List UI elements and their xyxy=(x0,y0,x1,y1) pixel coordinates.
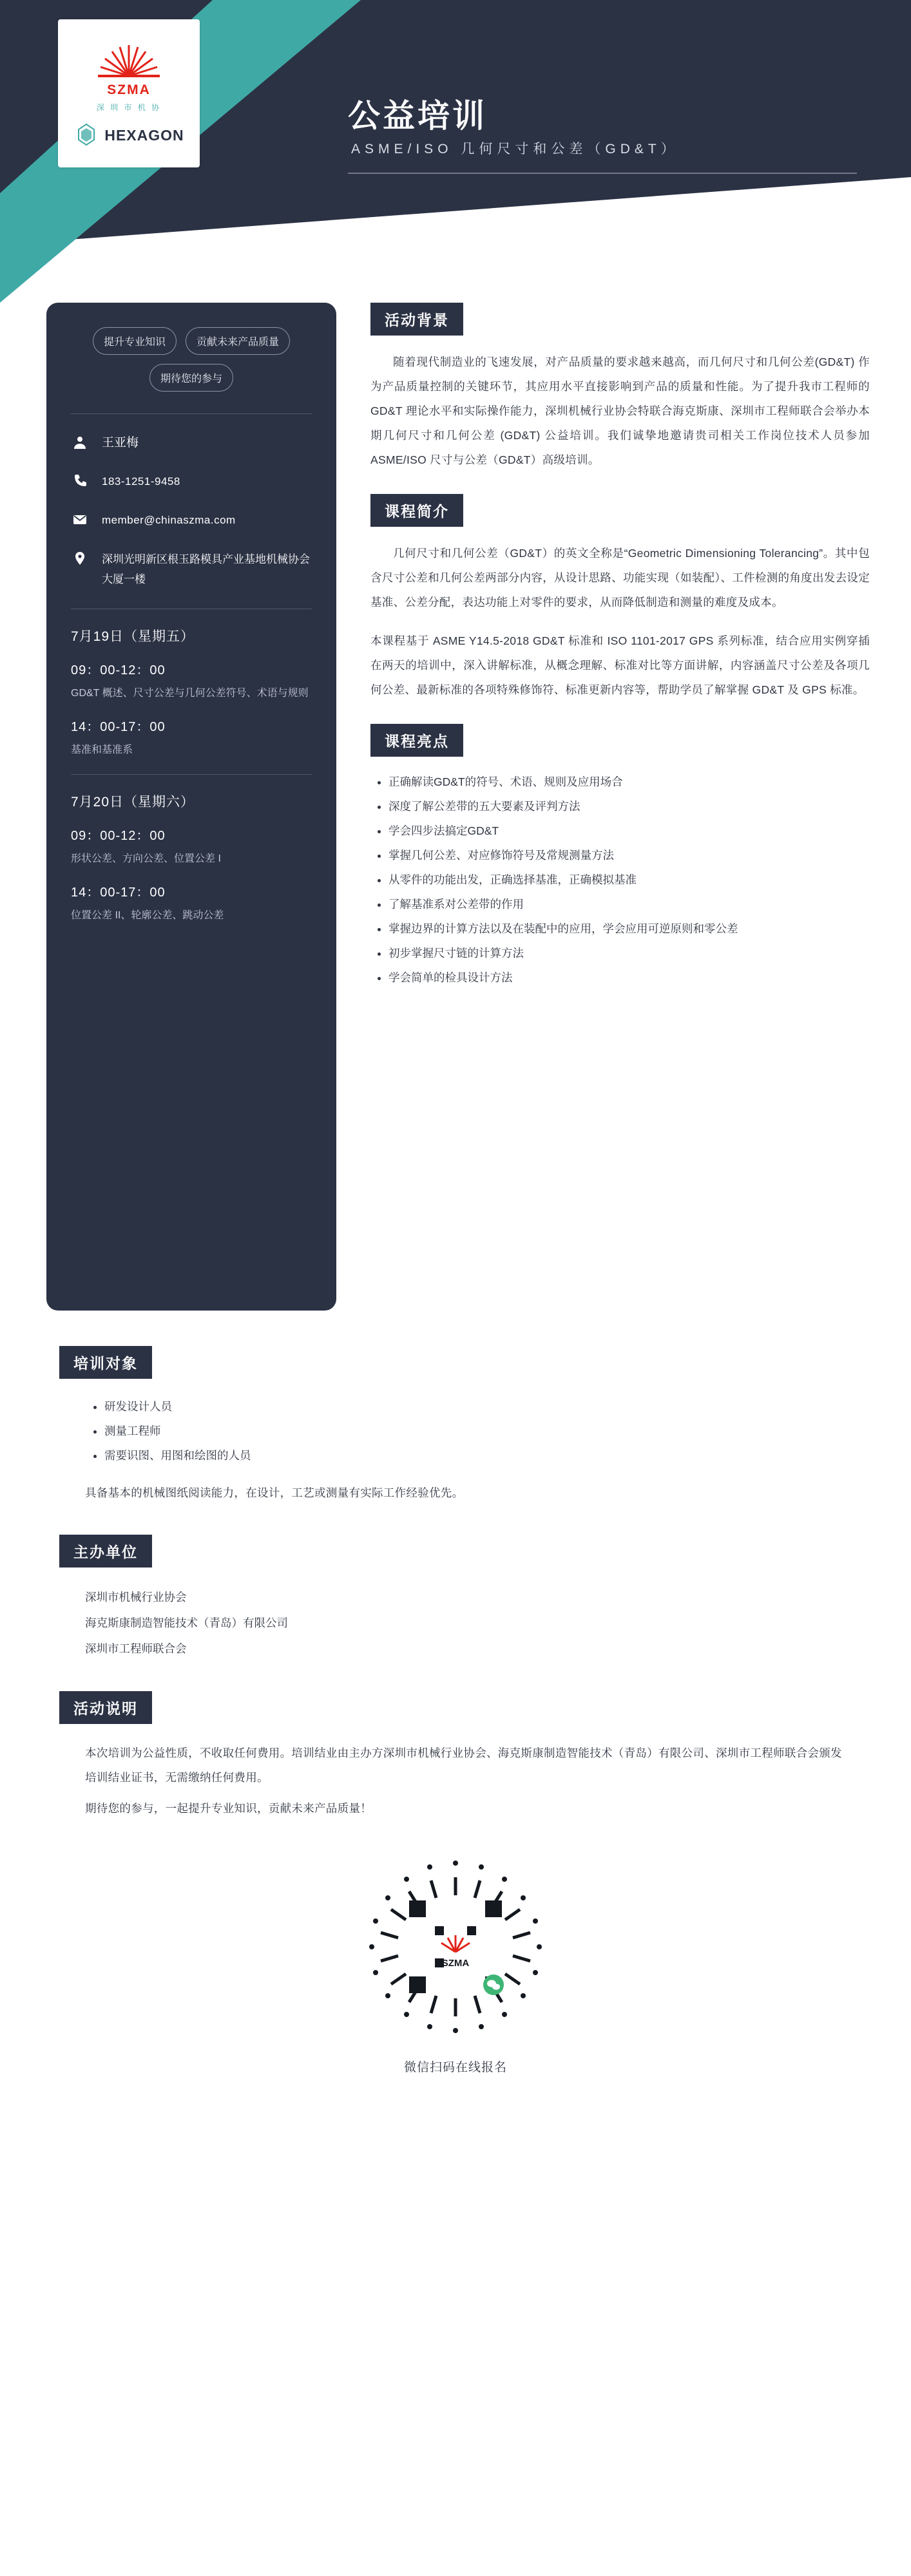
audience-list xyxy=(104,1396,852,1466)
schedule-slot-time: 09：00-12：00 xyxy=(71,663,166,677)
person-icon xyxy=(71,433,89,451)
poster-header xyxy=(0,0,911,303)
qr-code[interactable] xyxy=(359,1850,552,2043)
poster-title: 公益培训 xyxy=(348,98,487,134)
section-title-intro: 课程简介 xyxy=(370,494,463,527)
szma-sunburst-icon xyxy=(94,39,164,79)
list-item: • 需要识图、用图和绘图的人员 xyxy=(104,1444,852,1466)
organizer-item: 深圳市机械行业协会 xyxy=(85,1591,187,1604)
schedule-slot xyxy=(71,882,312,924)
list-item: • 从零件的功能出发，正确选择基准，正确模拟基准 xyxy=(388,869,870,891)
section-title-audience: 培训对象 xyxy=(59,1346,152,1379)
contact-email[interactable] xyxy=(71,511,312,530)
schedule-date: 7月20日（星期六） xyxy=(71,795,195,810)
contact-address xyxy=(71,549,312,589)
section-background xyxy=(370,303,870,472)
list-item: • 了解基准系对公差带的作用 xyxy=(388,893,870,915)
intro-paragraph-1: 几何尺寸和几何公差（GD&T）的英文全称是“Geometric Dimensioning Tolerancing”。其中包含尺寸公差和几何公差两部分内容，从设计思路、功能实现（如装配）、工件检测的角度出发去设定基准、公差分配，表达功能上对零件的要求，从而降低制造和测量的难度及成本。 xyxy=(370,547,870,609)
contact-person-name: 王亚梅 xyxy=(102,436,139,450)
section-organizers xyxy=(59,1535,852,1662)
contact-person xyxy=(71,433,312,453)
qr-section xyxy=(59,1850,852,2114)
list-item: • 掌握几何公差、对应修饰符号及常规测量方法 xyxy=(388,844,870,866)
list-item: • 正确解读GD&T的符号、术语、规则及应用场合 xyxy=(388,771,870,793)
section-highlights xyxy=(370,724,870,989)
list-item: • 掌握边界的计算方法以及在装配中的应用，学会应用可逆原则和零公差 xyxy=(388,918,870,940)
schedule-slot-time: 14：00-17：00 xyxy=(71,886,166,900)
tagline-pill: 贡献未来产品质量 xyxy=(186,327,290,355)
card-divider xyxy=(71,413,312,414)
list-item: • 学会四步法搞定GD&T xyxy=(388,820,870,842)
header-divider xyxy=(348,173,857,174)
list-item: • 深度了解公差带的五大要素及评判方法 xyxy=(388,795,870,817)
svg-text:SZMA: SZMA xyxy=(441,1958,470,1969)
schedule-slot-desc: 基准和基准系 xyxy=(71,744,133,755)
schedule-slot xyxy=(71,825,312,867)
lower-sections xyxy=(0,1346,911,2114)
audience-note: 具备基本的机械图纸阅读能力，在设计，工艺或测量有实际工作经验优先。 xyxy=(85,1486,464,1499)
schedule-slot-desc: 位置公差 II、轮廓公差、跳动公差 xyxy=(71,910,224,921)
tagline-pills xyxy=(71,327,312,355)
section-audience xyxy=(59,1346,852,1505)
phone-icon xyxy=(71,472,89,490)
list-item: • 初步掌握尺寸链的计算方法 xyxy=(388,942,870,964)
schedule-slot xyxy=(71,716,312,759)
schedule-day xyxy=(71,791,312,924)
background-paragraph: 随着现代制造业的飞速发展，对产品质量的要求越来越高，而几何尺寸和几何公差(GD&T) 作为产品质量控制的关键环节，其应用水平直接影响到产品的质量和性能。为了提升我市工程师的 GD&T 理论水平和实际操作能力，深圳机械行业协会特联合海克斯康、深圳市工程师联合会举办本期几何尺寸和几何公差 (GD&T) 公益培训。我们诚挚地邀请贵司相关工作岗位技术人员参加 ASME/ISO 尺寸与公差（GD&T）高级培训。 xyxy=(370,355,870,466)
notes-paragraph-1: 本次培训为公益性质，不收取任何费用。培训结业由主办方深圳市机械行业协会、海克斯康制造智能技术（青岛）有限公司、深圳市工程师联合会颁发培训结业证书，无需缴纳任何费用。 xyxy=(85,1747,842,1784)
schedule-slot-time: 14：00-17：00 xyxy=(71,720,166,734)
schedule-slot-time: 09：00-12：00 xyxy=(71,829,166,843)
schedule-divider xyxy=(71,774,312,775)
poster-subtitle: ASME/ISO 几何尺寸和公差（GD&T） xyxy=(351,142,679,156)
section-intro xyxy=(370,494,870,702)
contact-phone[interactable] xyxy=(71,472,312,491)
contact-list xyxy=(71,433,312,589)
szma-wordmark: SZMA xyxy=(107,82,151,97)
list-item: • 学会简单的检具设计方法 xyxy=(388,967,870,989)
tagline-pills-second-row xyxy=(71,364,312,392)
hexagon-logo xyxy=(73,123,184,149)
section-notes xyxy=(59,1691,852,1821)
tagline-pill: 期待您的参与 xyxy=(149,364,233,392)
list-item: • 研发设计人员 xyxy=(104,1396,852,1417)
section-title-notes: 活动说明 xyxy=(59,1691,152,1724)
hexagon-icon xyxy=(73,123,99,149)
location-icon xyxy=(71,549,89,567)
notes-paragraph-2: 期待您的参与，一起提升专业知识，贡献未来产品质量！ xyxy=(85,1802,372,1815)
intro-paragraph-2: 本课程基于 ASME Y14.5-2018 GD&T 标准和 ISO 1101-2017 GPS 系列标准，结合应用实例穿插在两天的培训中，深入讲解标准，从概念理解、标准对比等方面讲解，内容涵盖尺寸公差及各项几何公差、最新标准的各项特殊修饰符、标准更新内容等，帮助学员了解掌握 GD&T 及 GPS 标准。 xyxy=(370,634,870,696)
info-card xyxy=(46,303,336,1311)
organizer-item: 海克斯康制造智能技术（青岛）有限公司 xyxy=(85,1616,288,1629)
list-item: • 测量工程师 xyxy=(104,1420,852,1442)
mail-icon xyxy=(71,511,89,529)
section-title-highlights: 课程亮点 xyxy=(370,724,463,757)
section-title-organizers: 主办单位 xyxy=(59,1535,152,1567)
schedule-date: 7月19日（星期五） xyxy=(71,629,195,644)
schedule-day xyxy=(71,626,312,759)
schedule-slot-desc: GD&T 概述、尺寸公差与几何公差符号、术语与规则 xyxy=(71,688,309,699)
tagline-pill: 提升专业知识 xyxy=(93,327,177,355)
szma-chinese-subtitle: 深 圳 市 机 协 xyxy=(96,102,162,112)
main-content xyxy=(0,303,911,1346)
contact-phone-number: 183-1251-9458 xyxy=(102,475,180,488)
section-title-background: 活动背景 xyxy=(370,303,463,336)
schedule-slot-desc: 形状公差、方向公差、位置公差 I xyxy=(71,853,221,864)
contact-address-text: 深圳光明新区根玉路模具产业基地机械协会大厦一楼 xyxy=(102,553,310,585)
highlights-list xyxy=(388,771,870,989)
logo-block xyxy=(58,19,200,167)
contact-email-address: member@chinaszma.com xyxy=(102,514,236,526)
schedule-slot xyxy=(71,659,312,702)
hexagon-wordmark: HEXAGON xyxy=(104,127,184,144)
organizer-item: 深圳市工程师联合会 xyxy=(85,1642,187,1655)
qr-code-image xyxy=(359,1850,552,2043)
detail-column xyxy=(370,303,870,1010)
qr-caption: 微信扫码在线报名 xyxy=(403,2061,507,2074)
